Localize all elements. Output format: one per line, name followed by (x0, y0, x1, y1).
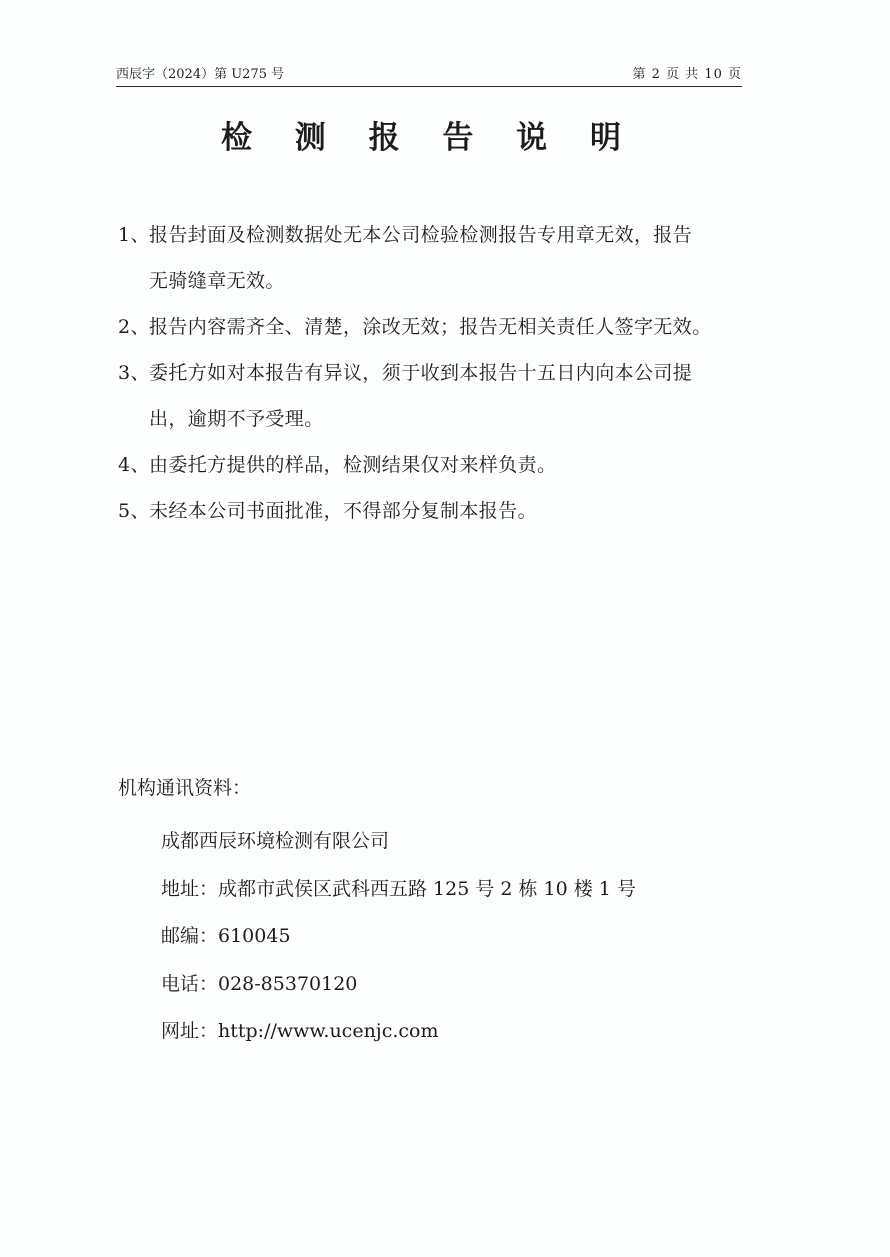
note-item (118, 488, 746, 534)
page-title: 检 测 报 告 说 明 (221, 120, 637, 156)
postcode: 邮编：610045 (161, 925, 291, 947)
doc-number: 西辰字（2024）第 U275 号 (116, 67, 285, 82)
contact-heading: 机构通讯资料： (118, 777, 252, 799)
page-header (116, 64, 742, 87)
note-text-line: 未经本公司书面批准，不得部分复制本报告。 (149, 500, 538, 522)
note-item (118, 212, 746, 304)
note-text-line: 由委托方提供的样品，检测结果仅对来样负责。 (149, 454, 557, 476)
contact-list (161, 818, 636, 1056)
note-number: 4、 (118, 454, 150, 476)
notes-list (118, 212, 746, 534)
note-item (118, 304, 746, 350)
note-text-line: 无骑缝章无效。 (149, 270, 285, 292)
page-info: 第 2 页 共 10 页 (632, 67, 742, 82)
note-text-line: 委托方如对本报告有异议，须于收到本报告十五日内向本公司提 (149, 362, 693, 384)
note-number: 5、 (118, 500, 150, 522)
company-address: 地址：成都市武侯区武科西五路 125 号 2 栋 10 楼 1 号 (161, 877, 636, 900)
note-text-line: 报告内容需齐全、清楚，涂改无效；报告无相关责任人签字无效。 (149, 316, 712, 338)
note-number: 1、 (118, 224, 150, 246)
note-number: 3、 (118, 362, 150, 384)
note-text-line: 报告封面及检测数据处无本公司检验检测报告专用章无效，报告 (149, 224, 693, 246)
company-name: 成都西辰环境检测有限公司 (161, 830, 390, 852)
note-number: 2、 (118, 316, 150, 338)
note-text-line: 出，逾期不予受理。 (149, 408, 324, 430)
website: 网址：http://www.ucenjc.com (161, 1020, 439, 1042)
note-item (118, 442, 746, 488)
phone-number: 电话：028-85370120 (161, 972, 358, 995)
note-item (118, 350, 746, 442)
